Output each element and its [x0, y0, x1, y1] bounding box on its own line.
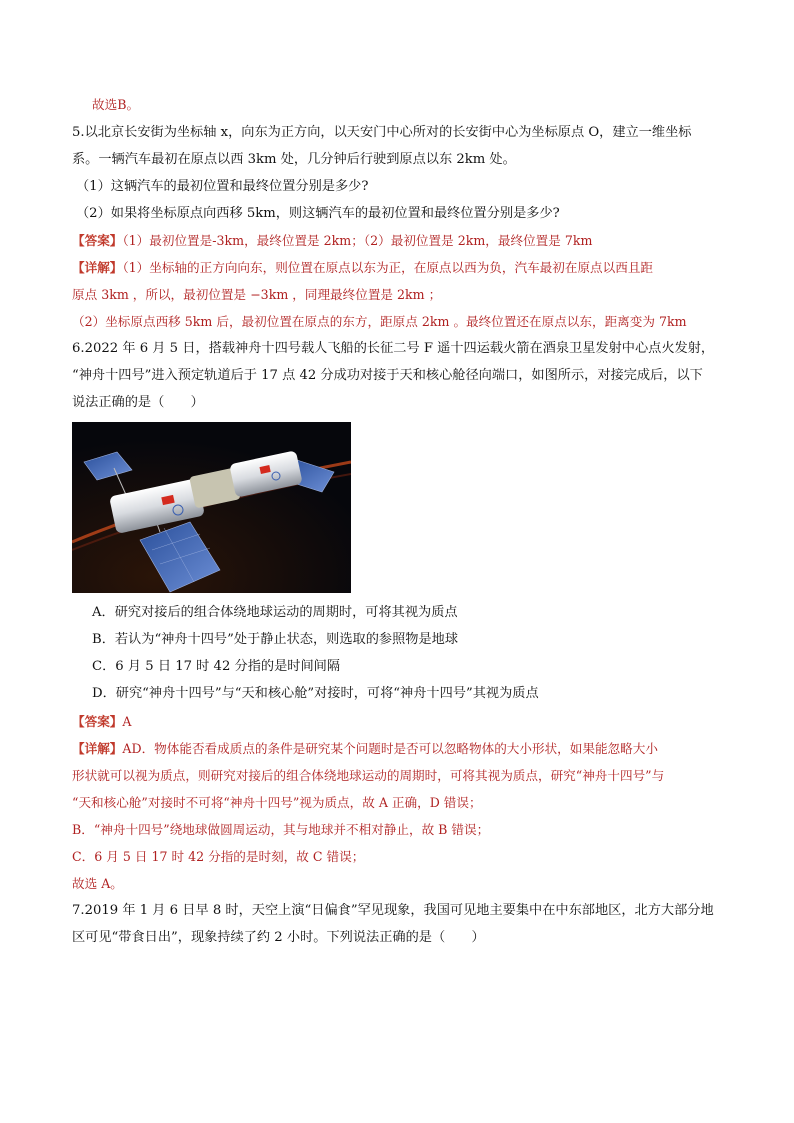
question-5-sub-2: （2）如果将坐标原点向西移 5km，则这辆汽车的最初位置和最终位置分别是多少?: [76, 206, 560, 221]
question-7-line-1: 7.2019 年 1 月 6 日早 8 时，天空上演“日偏食”罕见现象，我国可见地主要集中在中东部地区，北方大部分地: [72, 903, 714, 918]
space-station-image: [72, 422, 351, 593]
question-6-line-1: 6.2022 年 6 月 5 日，搭载神舟十四号载人飞船的长征二号 F 遥十四运载火箭在酒泉卫星发射中心点火发射，: [72, 341, 715, 356]
answer-5-text: （1）最初位置是-3km，最终位置是 2km；（2）最初位置是 2km，最终位置是 7km: [122, 233, 593, 248]
detail-tag: 【详解】: [72, 260, 123, 275]
answer-tag: 【答案】: [72, 233, 123, 248]
answer-6-row: [72, 713, 131, 731]
answer-tag: 【答案】: [72, 714, 123, 729]
question-6-line-3: 说法正确的是（ ）: [72, 395, 204, 410]
detail-5-text-1: （1）坐标轴的正方向向东，则位置在原点以东为正，在原点以西为负，汽车最初在原点以西且距: [122, 260, 654, 275]
option-b: B．若认为“神舟十四号”处于静止状态，则选取的参照物是地球: [92, 632, 459, 647]
detail-6-text-1: AD．物体能否看成质点的条件是研究某个问题时是否可以忽略物体的大小形状，如果能忽略大小: [122, 741, 658, 756]
detail-6-row-3: “天和核心舱”对接时不可将“神舟十四号”视为质点，故 A 正确，D 错误；: [72, 795, 482, 810]
detail-6-row-2: 形状就可以视为质点，则研究对接后的组合体绕地球运动的周期时，可将其视为质点，研究“神舟十四号”与: [72, 768, 665, 783]
detail-5-row-2: 原点 3km ，所以，最初位置是 −3km ，同理最终位置是 2km ；: [72, 287, 442, 302]
option-a: A．研究对接后的组合体绕地球运动的周期时，可将其视为质点: [92, 605, 458, 620]
option-d: D．研究“神舟十四号”与“天和核心舱”对接时，可将“神舟十四号”其视为质点: [92, 686, 539, 701]
detail-6-row-6: 故选 A。: [72, 876, 123, 891]
detail-5-row-3: （2）坐标原点西移 5km 后，最初位置在原点的东方，距原点 2km 。最终位置还在原点以东，距离变为 7km: [72, 314, 687, 329]
option-c: C．6 月 5 日 17 时 42 分指的是时间间隔: [92, 659, 341, 674]
conclusion-line: 故选B。: [92, 97, 140, 112]
question-5-line-1: 5.以北京长安街为坐标轴 x，向东为正方向，以天安门中心所对的长安街中心为坐标原点 O，建立一维坐标: [72, 125, 692, 140]
detail-6-row-4: B．“神舟十四号”绕地球做圆周运动，其与地球并不相对静止，故 B 错误；: [72, 822, 490, 837]
answer-5-row: [72, 232, 592, 250]
question-6-line-2: “神舟十四号”进入预定轨道后于 17 点 42 分成功对接于天和核心舱径向端口，如图所示，对接完成后，以下: [72, 368, 703, 383]
question-5-line-2: 系。一辆汽车最初在原点以西 3km 处，几分钟后行驶到原点以东 2km 处。: [72, 152, 516, 167]
question-5-sub-1: （1）这辆汽车的最初位置和最终位置分别是多少?: [76, 179, 369, 194]
detail-5-row-1: [72, 259, 653, 277]
detail-6-row-5: C．6 月 5 日 17 时 42 分指的是时刻，故 C 错误；: [72, 849, 365, 864]
answer-6-text: A: [122, 714, 132, 729]
question-7-line-2: 区可见“带食日出”，现象持续了约 2 小时。下列说法正确的是（ ）: [72, 930, 485, 945]
space-station-illustration: [72, 422, 351, 593]
detail-6-row-1: [72, 740, 658, 758]
detail-tag: 【详解】: [72, 741, 123, 756]
